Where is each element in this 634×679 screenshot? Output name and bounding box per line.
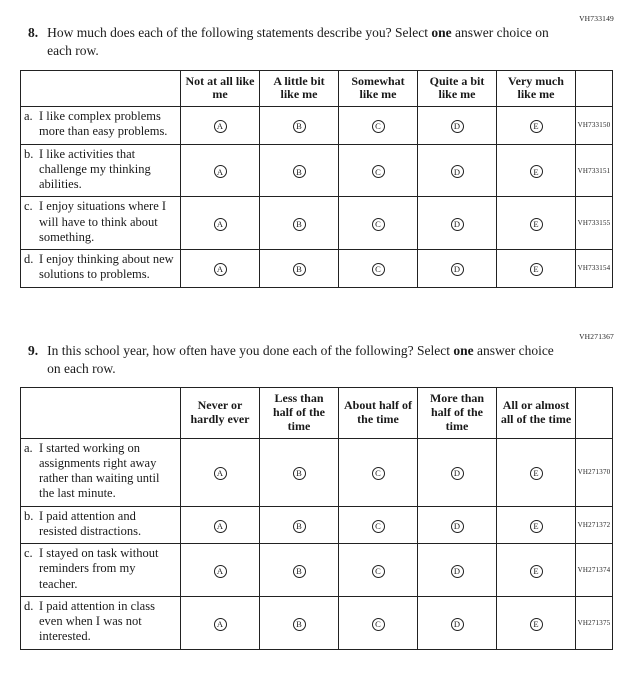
answer-bubble-a[interactable]: A	[214, 120, 227, 133]
row-label	[21, 438, 181, 506]
row-text: I enjoy situations where I will have to think about something.	[39, 199, 167, 244]
corner-cell	[576, 70, 613, 107]
answer-cell	[339, 544, 418, 597]
row-label	[21, 144, 181, 197]
row-code: VH733150	[576, 107, 613, 145]
row-text: I stayed on task without reminders from my teacher.	[39, 546, 159, 591]
question-9-code: VH271367	[579, 331, 614, 341]
header-row	[21, 70, 613, 107]
column-header: Somewhat like me	[339, 70, 418, 107]
prompt-segment: In this school year, how often have you done each of the following? Select	[47, 342, 454, 358]
answer-bubble-d[interactable]: D	[451, 165, 464, 178]
answer-bubble-a[interactable]: A	[214, 520, 227, 533]
answer-cell	[260, 506, 339, 544]
answer-cell	[181, 596, 260, 649]
answer-cell	[181, 438, 260, 506]
answer-bubble-c[interactable]: C	[372, 565, 385, 578]
answer-bubble-a[interactable]: A	[214, 165, 227, 178]
answer-cell	[497, 506, 576, 544]
answer-cell	[181, 197, 260, 250]
answer-cell	[418, 250, 497, 288]
answer-bubble-a[interactable]: A	[214, 263, 227, 276]
answer-cell	[339, 506, 418, 544]
column-header: Never or hardly ever	[181, 388, 260, 438]
answer-cell	[497, 197, 576, 250]
answer-bubble-b[interactable]: B	[293, 165, 306, 178]
answer-cell	[497, 438, 576, 506]
answer-cell	[418, 107, 497, 145]
answer-bubble-c[interactable]: C	[372, 165, 385, 178]
question-8-code: VH733149	[579, 14, 614, 23]
table-row-c	[21, 544, 613, 597]
answer-cell	[497, 596, 576, 649]
prompt-segment: How much does each of the following statements describe you? Select	[47, 25, 432, 40]
answer-bubble-e[interactable]: E	[530, 618, 543, 631]
answer-bubble-a[interactable]: A	[214, 467, 227, 480]
answer-cell	[497, 144, 576, 197]
row-text: I enjoy thinking about new solutions to problems.	[39, 252, 174, 282]
question-9-prompt	[28, 342, 614, 378]
header-row	[21, 388, 613, 438]
answer-cell	[181, 107, 260, 145]
answer-cell	[497, 250, 576, 288]
question-9-table	[20, 387, 613, 649]
row-code: VH271370	[576, 438, 613, 506]
answer-bubble-a[interactable]: A	[214, 618, 227, 631]
row-code: VH733151	[576, 144, 613, 197]
answer-cell	[260, 596, 339, 649]
row-label	[21, 544, 181, 597]
prompt-segment: answer choice on each row.	[47, 25, 549, 58]
row-letter: d.	[24, 598, 34, 613]
answer-cell	[339, 596, 418, 649]
row-code: VH271375	[576, 596, 613, 649]
answer-bubble-b[interactable]: B	[293, 218, 306, 231]
answer-cell	[418, 506, 497, 544]
answer-cell	[497, 107, 576, 145]
answer-bubble-e[interactable]: E	[530, 565, 543, 578]
row-code: VH271374	[576, 544, 613, 597]
row-letter: b.	[24, 508, 34, 523]
answer-bubble-c[interactable]: C	[372, 520, 385, 533]
answer-bubble-a[interactable]: A	[214, 565, 227, 578]
row-letter: b.	[24, 146, 34, 161]
table-row-d	[21, 596, 613, 649]
table-row-b	[21, 144, 613, 197]
table-row-a	[21, 438, 613, 506]
prompt-segment: answer choice on each row.	[47, 342, 554, 376]
row-text: I paid attention in class even when I was not interested.	[39, 598, 155, 644]
corner-cell	[576, 388, 613, 438]
row-label	[21, 596, 181, 649]
answer-cell	[181, 250, 260, 288]
row-letter: a.	[24, 440, 33, 455]
column-header: Not at all like me	[181, 70, 260, 107]
answer-cell	[418, 197, 497, 250]
column-header: Very much like me	[497, 70, 576, 107]
question-8-prompt	[28, 24, 614, 60]
answer-bubble-d[interactable]: D	[451, 565, 464, 578]
answer-cell	[260, 544, 339, 597]
answer-bubble-d[interactable]: D	[451, 520, 464, 533]
row-code: VH271372	[576, 506, 613, 544]
question-text	[47, 342, 567, 378]
answer-cell	[418, 438, 497, 506]
question-9	[20, 332, 614, 650]
answer-cell	[181, 144, 260, 197]
answer-bubble-c[interactable]: C	[372, 218, 385, 231]
row-letter: a.	[24, 109, 33, 124]
answer-bubble-b[interactable]: B	[293, 467, 306, 480]
column-header: Less than half of the time	[260, 388, 339, 438]
row-text: I paid attention and resisted distractions.	[39, 508, 142, 538]
answer-cell	[260, 250, 339, 288]
prompt-bold-word: one	[453, 342, 474, 358]
question-number: 9.	[28, 342, 39, 358]
row-text: I started working on assignments right away rather than waiting until the last minute.	[39, 440, 160, 501]
column-header: Quite a bit like me	[418, 70, 497, 107]
answer-bubble-d[interactable]: D	[451, 218, 464, 231]
answer-bubble-c[interactable]: C	[372, 120, 385, 133]
answer-bubble-e[interactable]: E	[530, 120, 543, 133]
answer-bubble-c[interactable]: C	[372, 467, 385, 480]
answer-bubble-b[interactable]: B	[293, 565, 306, 578]
row-letter: d.	[24, 252, 34, 267]
row-letter: c.	[24, 546, 33, 561]
column-header: About half of the time	[339, 388, 418, 438]
answer-bubble-b[interactable]: B	[293, 618, 306, 631]
answer-cell	[339, 144, 418, 197]
question-8	[20, 14, 614, 288]
row-label	[21, 506, 181, 544]
question-8-table	[20, 70, 613, 288]
answer-cell	[260, 438, 339, 506]
question-text	[47, 24, 567, 60]
answer-cell	[181, 506, 260, 544]
answer-bubble-d[interactable]: D	[451, 467, 464, 480]
answer-bubble-e[interactable]: E	[530, 165, 543, 178]
answer-bubble-d[interactable]: D	[451, 263, 464, 276]
table-row-b	[21, 506, 613, 544]
row-code: VH733155	[576, 197, 613, 250]
row-label	[21, 107, 181, 145]
answer-bubble-e[interactable]: E	[530, 467, 543, 480]
answer-bubble-a[interactable]: A	[214, 218, 227, 231]
answer-cell	[418, 144, 497, 197]
table-row-c	[21, 197, 613, 250]
question-number: 8.	[28, 25, 39, 40]
corner-cell	[21, 388, 181, 438]
answer-cell	[339, 438, 418, 506]
corner-cell	[21, 70, 181, 107]
table-row-a	[21, 107, 613, 145]
column-header: A little bit like me	[260, 70, 339, 107]
row-label	[21, 197, 181, 250]
answer-cell	[339, 107, 418, 145]
answer-bubble-e[interactable]: E	[530, 218, 543, 231]
answer-bubble-d[interactable]: D	[451, 120, 464, 133]
answer-bubble-e[interactable]: E	[530, 520, 543, 533]
answer-cell	[260, 197, 339, 250]
answer-bubble-b[interactable]: B	[293, 520, 306, 533]
answer-bubble-e[interactable]: E	[530, 263, 543, 276]
answer-cell	[181, 544, 260, 597]
answer-cell	[497, 544, 576, 597]
answer-bubble-b[interactable]: B	[293, 120, 306, 133]
answer-cell	[339, 197, 418, 250]
answer-bubble-b[interactable]: B	[293, 263, 306, 276]
row-text: I like activities that challenge my thinking abilities.	[39, 146, 151, 192]
row-label	[21, 250, 181, 288]
answer-bubble-c[interactable]: C	[372, 618, 385, 631]
answer-cell	[260, 107, 339, 145]
answer-cell	[418, 544, 497, 597]
answer-cell	[418, 596, 497, 649]
answer-cell	[339, 250, 418, 288]
table-row-d	[21, 250, 613, 288]
answer-bubble-d[interactable]: D	[451, 618, 464, 631]
column-header: All or almost all of the time	[497, 388, 576, 438]
row-text: I like complex problems more than easy problems.	[39, 109, 168, 139]
answer-cell	[260, 144, 339, 197]
answer-bubble-c[interactable]: C	[372, 263, 385, 276]
row-letter: c.	[24, 199, 33, 214]
prompt-bold-word: one	[431, 25, 452, 40]
row-code: VH733154	[576, 250, 613, 288]
column-header: More than half of the time	[418, 388, 497, 438]
